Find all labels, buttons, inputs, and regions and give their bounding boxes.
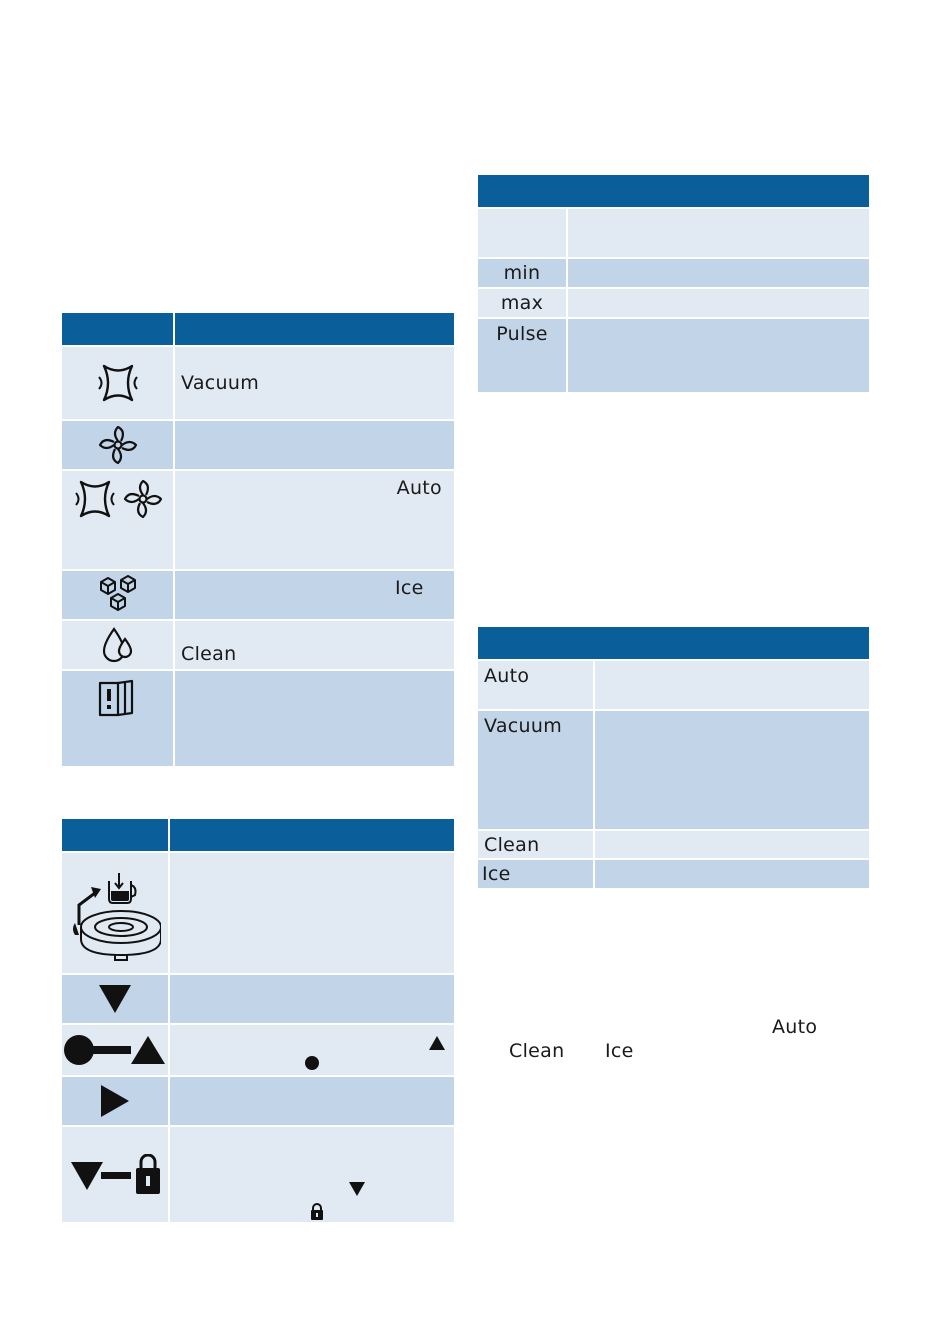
status-table [62, 819, 454, 1222]
blend-icon [123, 479, 163, 519]
program-table-header [478, 627, 869, 660]
row-label-vacuum: Vacuum [181, 372, 260, 394]
lock-icon [310, 1203, 324, 1221]
dot-icon [304, 1055, 320, 1071]
text-auto: Auto [772, 1016, 818, 1038]
triangle-down-icon [348, 1181, 366, 1197]
instruction-book-icon [96, 679, 140, 719]
water-drop-icon [100, 625, 136, 665]
blend-icon [98, 425, 138, 465]
program-label-clean: Clean [484, 833, 540, 856]
table-row [62, 974, 454, 1024]
speed-label-max: max [500, 292, 544, 314]
table-row [62, 1024, 454, 1076]
text-clean: Clean [509, 1040, 565, 1062]
table-row [478, 318, 869, 392]
speed-label-pulse: Pulse [496, 323, 548, 345]
speed-table-header [478, 175, 869, 208]
table-row [62, 620, 454, 670]
circle-triangle-icon [63, 1034, 167, 1066]
table-row [62, 470, 454, 570]
speed-label-min: min [503, 262, 541, 284]
vacuum-icon [73, 479, 117, 519]
ice-cubes-icon [97, 574, 139, 616]
program-label-ice: Ice [482, 863, 511, 885]
program-table [478, 627, 869, 888]
table-row [478, 830, 869, 859]
vacuum-icon [96, 363, 140, 403]
table-row [62, 1126, 454, 1222]
table-row [478, 660, 869, 710]
table-row [62, 420, 454, 470]
triangle-down-icon [97, 983, 133, 1015]
program-label-auto: Auto [484, 665, 530, 687]
table-row [478, 710, 869, 830]
table-row [478, 859, 869, 888]
program-label-vacuum: Vacuum [484, 715, 563, 737]
table-row [62, 1076, 454, 1126]
programs-table [62, 313, 454, 766]
attach-container-icon [69, 865, 161, 961]
status-table-header [62, 819, 454, 852]
table-row [478, 258, 869, 288]
table-row [62, 570, 454, 620]
triangle-up-icon [428, 1035, 446, 1051]
table-row [62, 346, 454, 420]
table-row [478, 288, 869, 318]
play-icon [99, 1083, 131, 1119]
table-row [62, 670, 454, 766]
table-row [478, 208, 869, 258]
row-label-clean: Clean [181, 643, 237, 665]
text-ice: Ice [605, 1040, 634, 1062]
row-label-ice: Ice [395, 577, 424, 599]
row-label-auto: Auto [396, 477, 442, 499]
speed-table [478, 175, 869, 392]
lock-icon [69, 1154, 161, 1196]
table-row [62, 852, 454, 974]
programs-table-header [62, 313, 454, 346]
